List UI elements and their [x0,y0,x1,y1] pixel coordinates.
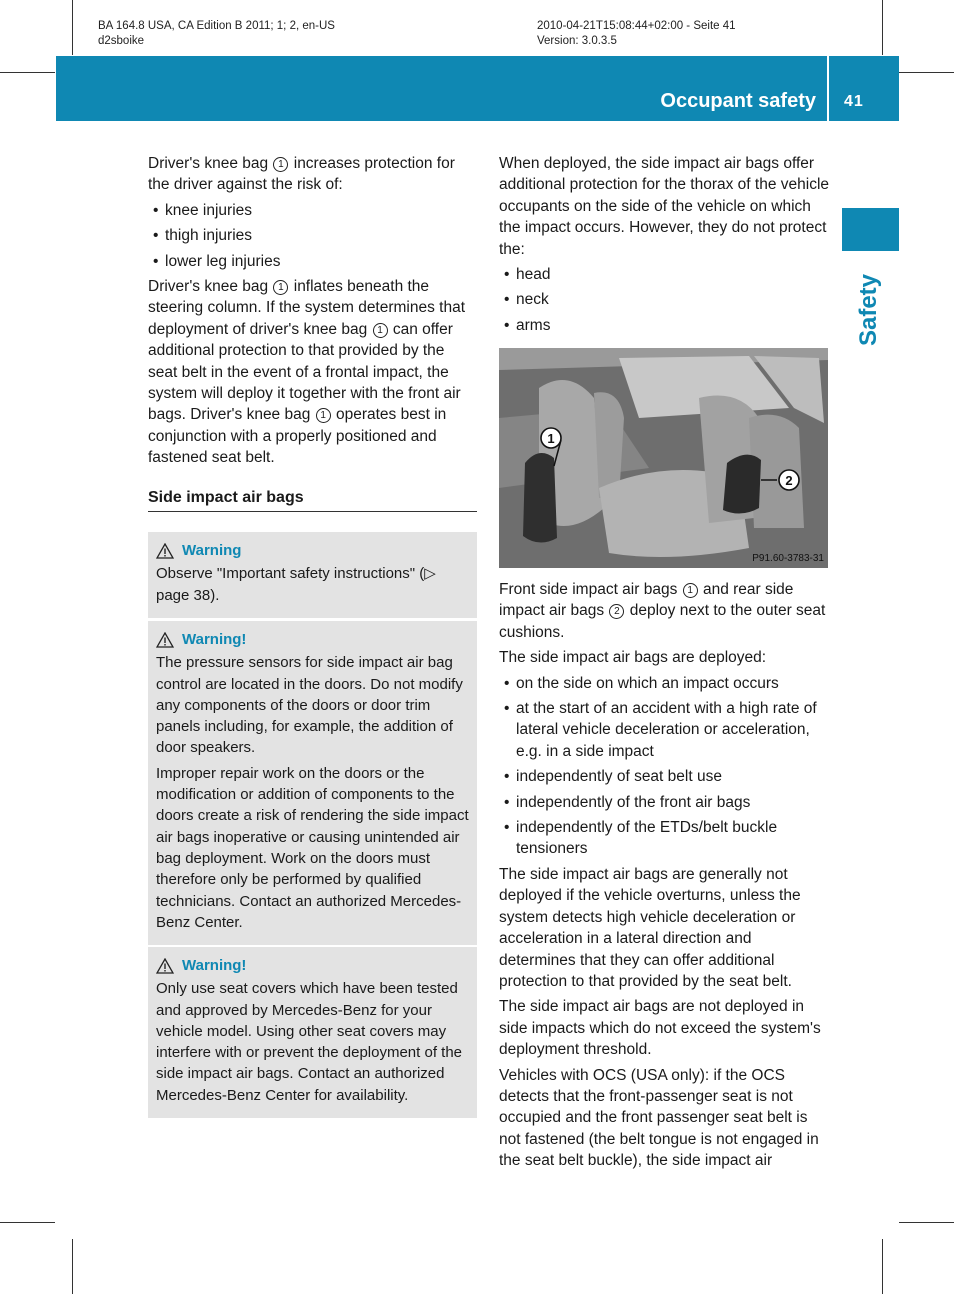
page-number: 41 [844,93,864,110]
figure-callout-1: 1 [547,431,555,446]
ocs-paragraph: Vehicles with OCS (USA only): if the OCS detects that the front-passenger seat is not occupied and the front passenger seat belt is not fastened (the belt tongue is not engaged in the seat belt buckle), the side impact air [499,1066,819,1170]
crop-mark [72,1239,73,1294]
section-banner [56,56,899,121]
warning-box [148,621,477,945]
list-item: • lower leg injuries [148,251,477,272]
warning-title: Warning [182,542,242,559]
warning-text: Observe "Important safety instructions" (▷ page 38). [156,565,436,604]
list-item: • independently of the front air bags [499,792,829,813]
list-item: • independently of seat belt use [499,766,829,787]
warning-text: The pressure sensors for side impact air bag control are located in the doors. Do not modify any components of the doors or door trim panels including, for example, the addition of door speakers. [156,654,463,757]
warning-triangle-icon [156,632,174,648]
right-column-top [499,153,829,340]
list-item: • neck [499,289,829,310]
warning-box [148,532,477,618]
list-item: • on the side on which an impact occurs [499,673,829,694]
crop-mark [0,72,55,73]
right-column-bottom [499,579,829,1176]
list-item: • arms [499,315,829,336]
meta-version: Version: 3.0.3.5 [537,35,617,47]
list-item: • independently of the ETDs/belt buckle tensioners [499,817,829,860]
figure-callout-2: 2 [785,473,793,488]
callout-1-marker: 1 [273,280,288,295]
warning-title: Warning! [182,957,247,974]
list-item: • head [499,264,829,285]
figure-caption: Front side impact air bags 1 and rear side impact air bags 2 deploy next to the outer seat cushions. [499,581,826,641]
section-title: Occupant safety [660,90,816,112]
warning-text: Only use seat covers which have been tested and approved by Mercedes-Benz for your vehicle model. Using other seat covers may interfere with or prevent the deployment of the side impact air bags. Contact an authorized Mercedes-Benz Center for availability. [156,980,463,1104]
not-protected-list [499,264,829,336]
figure-code: P91.60-3783-31 [752,553,824,564]
chapter-label: Safety [855,273,882,347]
callout-1-marker: 1 [373,323,388,338]
print-meta-left [98,19,335,49]
callout-2-marker: 2 [609,604,624,619]
crop-mark [0,1222,55,1223]
banner-divider [827,56,829,121]
left-column [148,153,477,512]
side-bag-intro: When deployed, the side impact air bags offer additional protection for the thorax of the vehicle occupants on the side of the vehicle on which the impact occurs. However, they do not protect the: [499,155,830,258]
print-meta-right [537,19,736,49]
warning-title: Warning! [182,631,247,648]
side-airbag-illustration [499,348,828,568]
chapter-tab [842,208,899,251]
meta-timestamp: 2010-04-21T15:08:44+02:00 - Seite 41 [537,20,736,32]
crop-mark [882,1239,883,1294]
overturn-paragraph: The side impact air bags are generally not deployed if the vehicle overturns, unless the system detects high vehicle deceleration or acceleration in a lateral direction and determines that they can offer additional protection to that provided by the seat belt. [499,865,801,990]
meta-author: d2sboike [98,35,145,47]
deployed-list [499,673,829,860]
meta-edition: BA 164.8 USA, CA Edition B 2011; 1; 2, en-US [98,20,335,32]
list-item: • at the start of an accident with a high rate of lateral vehicle deceleration or acceleration, e.g. in a side impact [499,698,829,762]
warning-triangle-icon [156,958,174,974]
crop-mark [899,72,954,73]
subheading-side-impact: Side impact air bags [148,487,477,512]
warning-triangle-icon [156,543,174,559]
callout-1-marker: 1 [683,583,698,598]
vehicle-interior-drawing [499,348,828,568]
callout-1-marker: 1 [273,157,288,172]
crop-mark [899,1222,954,1223]
risk-list [148,200,477,272]
warning-box [148,947,477,1118]
callout-1-marker: 1 [316,408,331,423]
knee-bag-description: Driver's knee bag 1 inflates beneath the steering column. If the system determines that deployment of driver's knee bag 1 can offer additional protection to that provided by the seat belt in the event of a frontal impact, the system will deploy it together with the front air bags. Driver's knee bag 1 operates best in conjunction with a properly positioned and fastened seat belt. [148,278,466,467]
crop-mark [72,0,73,55]
threshold-paragraph: The side impact air bags are not deployed in side impacts which do not exceed the system's deployment threshold. [499,998,821,1059]
knee-bag-intro: Driver's knee bag 1 increases protection for the driver against the risk of: [148,155,455,194]
list-item: • thigh injuries [148,225,477,246]
crop-mark [882,0,883,55]
warning-text: Improper repair work on the doors or the modification or addition of components to the doors create a risk of rendering the side impact air bags inoperative or causing unintended air bag deployment. Work on the doors must therefore only be performed by qualified technicians. Contact an authorized Mercedes-Benz Center. [156,764,469,931]
list-item: • knee injuries [148,200,477,221]
deployed-intro: The side impact air bags are deployed: [499,649,767,667]
